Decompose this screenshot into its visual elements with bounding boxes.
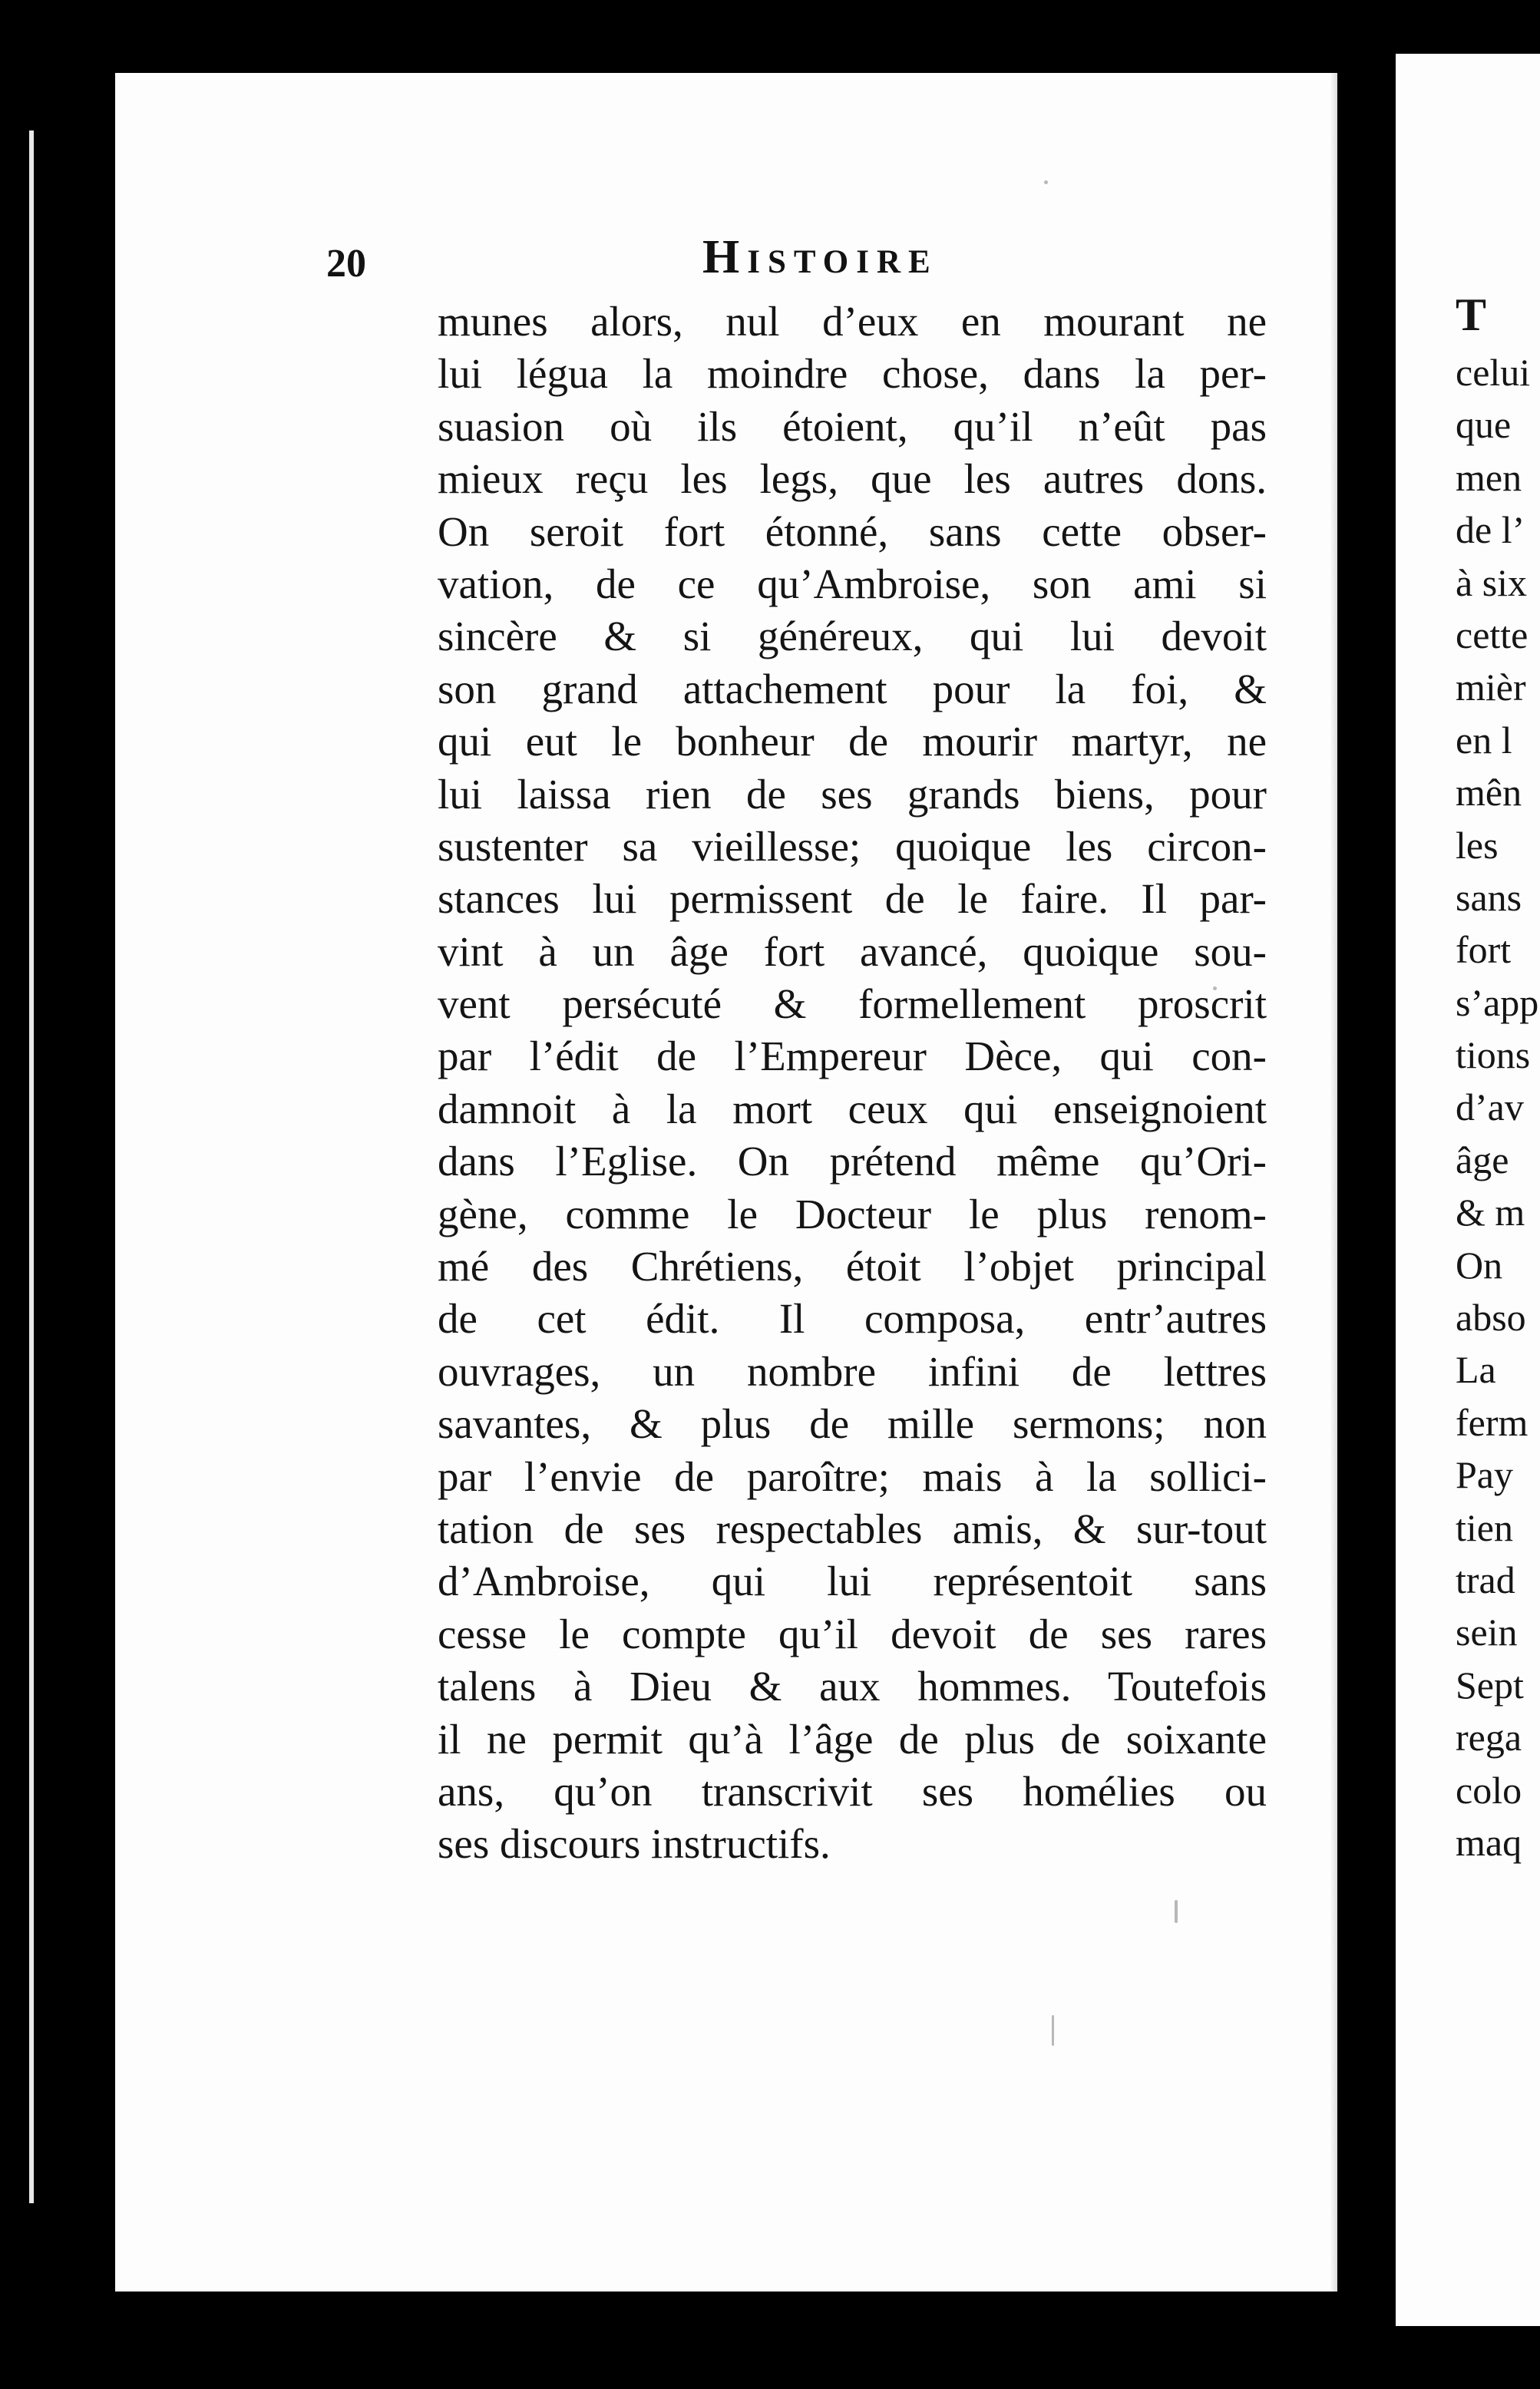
text-line: dans l’Eglise. On prétend même qu’Ori- — [438, 1138, 1267, 1185]
text-line: que — [1456, 403, 1512, 447]
text-line: On seroit fort étonné, sans cette obser- — [438, 507, 1267, 555]
text-line: tation de ses respectables amis, & sur-tout — [438, 1505, 1267, 1552]
text-line: mièr — [1456, 666, 1526, 709]
text-line: d’Ambroise, qui lui représentoit sans — [438, 1558, 1267, 1605]
text-line: sustenter sa vieillesse; quoique les circon- — [438, 822, 1267, 870]
text-line: abso — [1456, 1296, 1526, 1340]
text-line: par l’édit de l’Empereur Dèce, qui con- — [438, 1033, 1267, 1080]
text-line: colo — [1456, 1768, 1522, 1812]
text-line: On — [1456, 1243, 1503, 1287]
text-line: en l — [1456, 718, 1512, 762]
text-line: de l’ — [1456, 508, 1525, 552]
text-line: ses discours instructifs. — [438, 1820, 831, 1868]
text-line: ans, qu’on transcrivit ses homélies ou — [438, 1767, 1267, 1815]
text-line: talens à Dieu & aux hommes. Toutefois — [438, 1663, 1267, 1710]
text-line: tions — [1456, 1033, 1531, 1077]
text-line: sincère & si généreux, qui lui devoit — [438, 613, 1267, 660]
text-line: Sept — [1456, 1663, 1524, 1707]
text-line: La — [1456, 1348, 1496, 1392]
right-page-text — [1456, 284, 1538, 1869]
text-line: stances lui permissent de le faire. Il par- — [438, 875, 1267, 923]
text-line: les — [1456, 823, 1499, 867]
text-line: men — [1456, 455, 1522, 499]
text-line: vent persécuté & formellement proscrit — [438, 980, 1267, 1028]
text-line: celui — [1456, 351, 1531, 394]
text-line: mên — [1456, 771, 1522, 815]
book-edge-line — [29, 131, 34, 2203]
scan-border-left — [0, 0, 115, 2389]
page-header — [326, 230, 1294, 292]
body-text — [438, 296, 1267, 1871]
text-line: s’app — [1456, 980, 1539, 1024]
text-line: damnoit à la mort ceux qui enseignoient — [438, 1085, 1267, 1132]
text-line: mé des Chrétiens, étoit l’objet principal — [438, 1243, 1267, 1290]
text-line: cesse le compte qu’il devoit de ses rares — [438, 1610, 1267, 1657]
text-line: sein — [1456, 1611, 1518, 1654]
text-line: rega — [1456, 1716, 1522, 1760]
text-line: vation, de ce qu’Ambroise, son ami si — [438, 560, 1267, 607]
page-fold-shadow — [1330, 73, 1337, 2292]
text-line: lui laissa rien de ses grands biens, pour — [438, 770, 1267, 818]
text-line: savantes, & plus de mille sermons; non — [438, 1400, 1267, 1448]
text-line: mieux reçu les legs, que les autres dons. — [438, 455, 1267, 503]
page-gutter — [1337, 0, 1396, 2389]
text-line: lui légua la moindre chose, dans la per- — [438, 350, 1267, 398]
text-line: âge — [1456, 1138, 1509, 1181]
text-line: qui eut le bonheur de mourir martyr, ne — [438, 718, 1267, 765]
text-line: ouvrages, un nombre infini de lettres — [438, 1347, 1267, 1395]
text-line: T — [1456, 289, 1487, 340]
text-line: tien — [1456, 1505, 1513, 1549]
text-line: par l’envie de paroître; mais à la sollici- — [438, 1452, 1267, 1500]
text-line: sans — [1456, 875, 1522, 919]
text-line: cette — [1456, 613, 1528, 656]
page-number: 20 — [326, 242, 366, 286]
text-line: ferm — [1456, 1400, 1528, 1444]
text-line: à six — [1456, 560, 1528, 604]
text-line: de cet édit. Il composa, entr’autres — [438, 1295, 1267, 1343]
text-line: suasion où ils étoient, qu’il n’eût pas — [438, 402, 1267, 450]
text-line: trad — [1456, 1558, 1515, 1601]
text-line: Pay — [1456, 1453, 1513, 1497]
text-line: fort — [1456, 928, 1512, 972]
running-title: Histoire — [702, 231, 938, 283]
text-line: son grand attachement pour la foi, & — [438, 665, 1267, 712]
text-line: vint à un âge fort avancé, quoique sou- — [438, 927, 1267, 975]
text-line: d’av — [1456, 1085, 1524, 1129]
text-line: & m — [1456, 1191, 1525, 1234]
text-line: il ne permit qu’à l’âge de plus de soixante — [438, 1715, 1267, 1763]
text-line: munes alors, nul d’eux en mourant ne — [438, 298, 1267, 345]
text-line: maq — [1456, 1820, 1522, 1864]
right-page — [1396, 54, 1540, 2326]
text-line: gène, comme le Docteur le plus renom- — [438, 1190, 1267, 1237]
